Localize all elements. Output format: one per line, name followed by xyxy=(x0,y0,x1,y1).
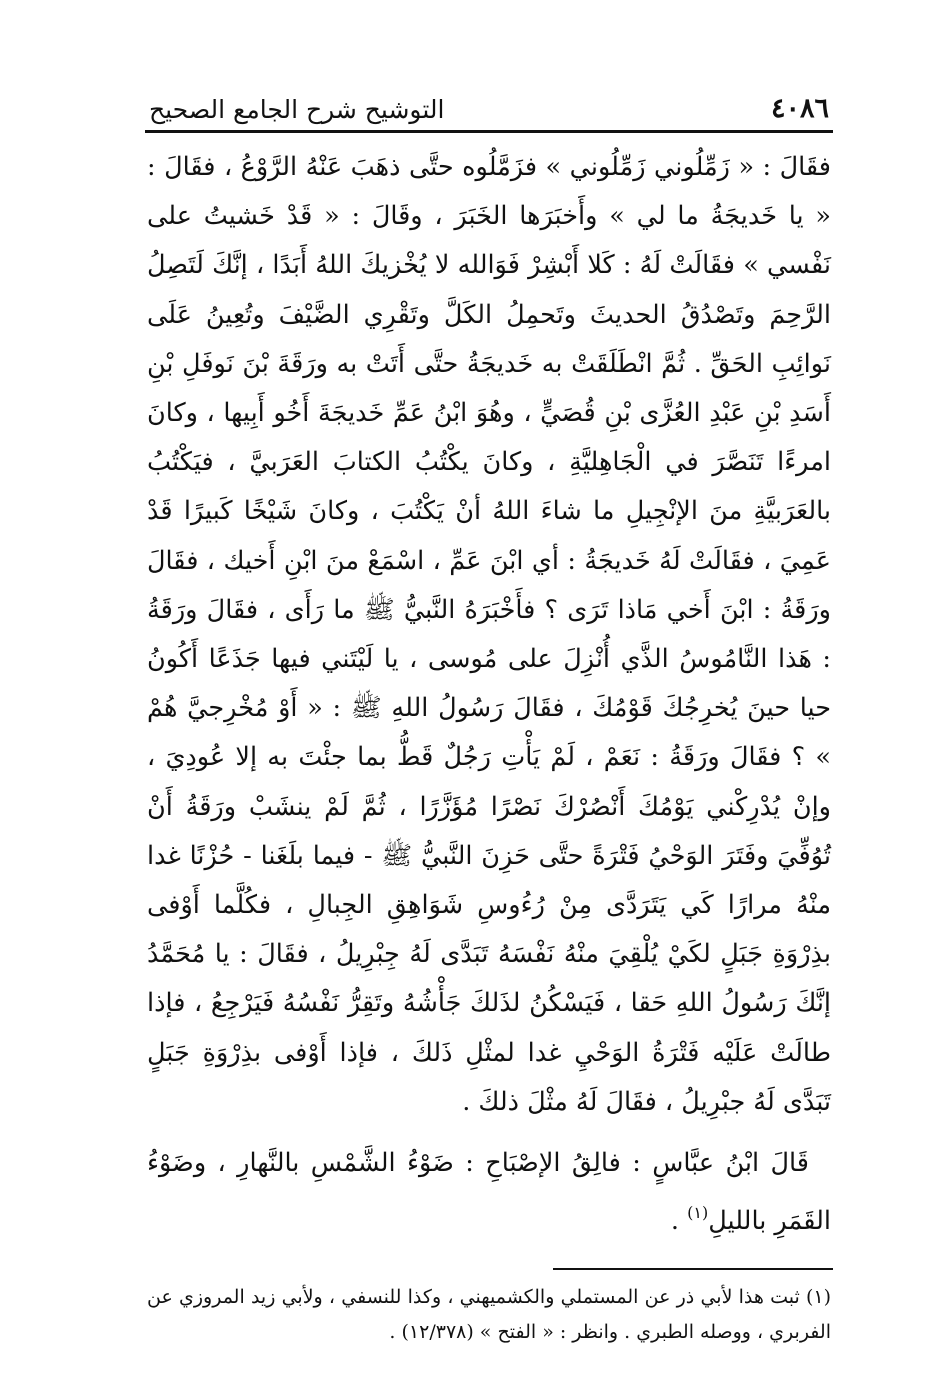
page-header xyxy=(145,80,833,130)
page-number: ٤٠٨٦ xyxy=(770,93,829,124)
main-text xyxy=(145,143,833,1246)
footnote-1: (١) ثبت هذا لأبي ذر عن المستملي والكشميهني ، وكذا للنسفي ، ولأبي زيد المروزي عن الفربري ، ووصله الطبري . وانظر : « الفتح » (١٢/٣٧٨) . xyxy=(147,1286,831,1344)
running-title: التوشيح شرح الجامع الصحيح xyxy=(149,95,445,124)
paragraph-2 xyxy=(147,1139,831,1246)
paragraph-1: فقَالَ : « زَمِّلُوني زَمِّلُوني » فزَمَّلُوه حتَّى ذهَبَ عَنْهُ الرَّوْعُ ، فقَالَ : « يا خَديجَةُ ما لي » وأَخبَرَها الخَبَرَ ، وقَالَ : « قَدْ خَشيتُ على نَفْسي » فقَالَتْ لَهُ : كَلا أَبْشِرْ فَوَالله لا يُخْزيكَ اللهُ أَبَدًا ، إنَّكَ لَتَصِلُ الرَّحِمَ وتَصْدُقُ الحديثَ وتَحمِلُ الكَلَّ وتَقْرِي الضَّيْفَ وتُعِينُ عَلَى نَوائِبِ الحَقِّ . ثُمَّ انْطَلَقَتْ به خَديجَةُ حتَّى أَتَتْ به ورَقَةَ بْنَ نَوفَلِ بْنِ أَسَدِ بْنِ عَبْدِ العُزَّى بْنِ قُصَيٍّ ، وهُوَ ابْنُ عَمِّ خَديجَةَ أَخُو أَبِيها ، وكانَ امرءًا تَنَصَّرَ في الْجَاهِليَّةِ ، وكانَ يكْتُبُ الكتابَ العَرَبيَّ ، فيَكْتُبُ بالعَرَبيَّةِ منَ الإنْجِيلِ ما شاءَ اللهُ أنْ يَكْتُبَ ، وكانَ شَيْخًا كَبيرًا قَدْ عَمِيَ ، فقَالَتْ لَهُ خَديجَةُ : أي ابْنَ عَمِّ ، اسْمَعْ منَ ابْنِ أَخيك ، فقَالَ ورَقَةُ : ابْنَ أَخي مَاذا تَرَى ؟ فأَخْبَرَهُ النَّبيُّ ﷺ ما رَأَى ، فقَالَ ورَقَةُ : هَذا النَّامُوسُ الذَّي أُنْزِلَ على مُوسى ، يا لَيْتَني فيها جَذَعًا أَكُونُ حيا حينَ يُخرِجُكَ قَوْمُكَ ، فقَالَ رَسُولُ اللهِ ﷺ : « أَوْ مُخْرِجيَّ هُمْ » ؟ فقَالَ ورَقَةُ : نَعَمْ ، لَمْ يَأْتِ رَجُلٌ قَطُّ بما جئْتَ به إلا عُودِيَ ، وإنْ يُدْرِكْني يَوْمُكَ أَنْصُرْكَ نَصْرًا مُؤَزَّرًا ، ثُمَّ لَمْ ينشَبْ ورَقَةُ أَنْ تُوُفِّيَ وفَتَرَ الوَحْيُ فَتْرَةً حتَّى حَزِنَ النَّبيُّ ﷺ - فيما بلَغَنا - حُزْنًا غدا منْهُ مرارًا كَي يَتَرَدَّى مِنْ رُءُوسِ شَوَاهِقِ الجِبالِ ، فكُلَّما أَوْفى بذِرْوَةِ جَبَلٍ لكَيْ يُلْقِيَ منْهُ نَفْسَهُ تَبَدَّى لَهُ جِبْرِيلُ ، فقَالَ : يا مُحَمَّدُ إنَّكَ رَسُولُ اللهِ حَقا ، فَيَسْكُنُ لذَلكَ جَأْشُهُ وتَقِرُّ نَفْسُهُ فَيَرْجِعُ ، فإذا طالَتْ عَلَيْه فَتْرَةُ الوَحْيِ غدا لمثْلِ ذَلكَ ، فإذا أَوْفى بذِرْوَةِ جَبَلٍ تَبَدَّى لَهُ جبْرِيلُ ، فقَالَ لَهُ مثْلَ ذلكَ . xyxy=(147,152,831,1117)
paragraph-2-text: قَالَ ابْنُ عبَّاسٍ : فالِقُ الإصْبَاحِ : ضَوْءُ الشَّمْسِ بالنَّهارِ ، وضَوْءُ القَمَرِ بالليلِ xyxy=(147,1148,831,1237)
footnote-mark: (١) xyxy=(687,1203,709,1223)
paragraph-2-end: . xyxy=(670,1206,688,1237)
footnote-rule xyxy=(553,1268,833,1270)
header-rule xyxy=(145,130,833,133)
book-page xyxy=(145,80,833,1344)
footnotes xyxy=(145,1280,833,1350)
